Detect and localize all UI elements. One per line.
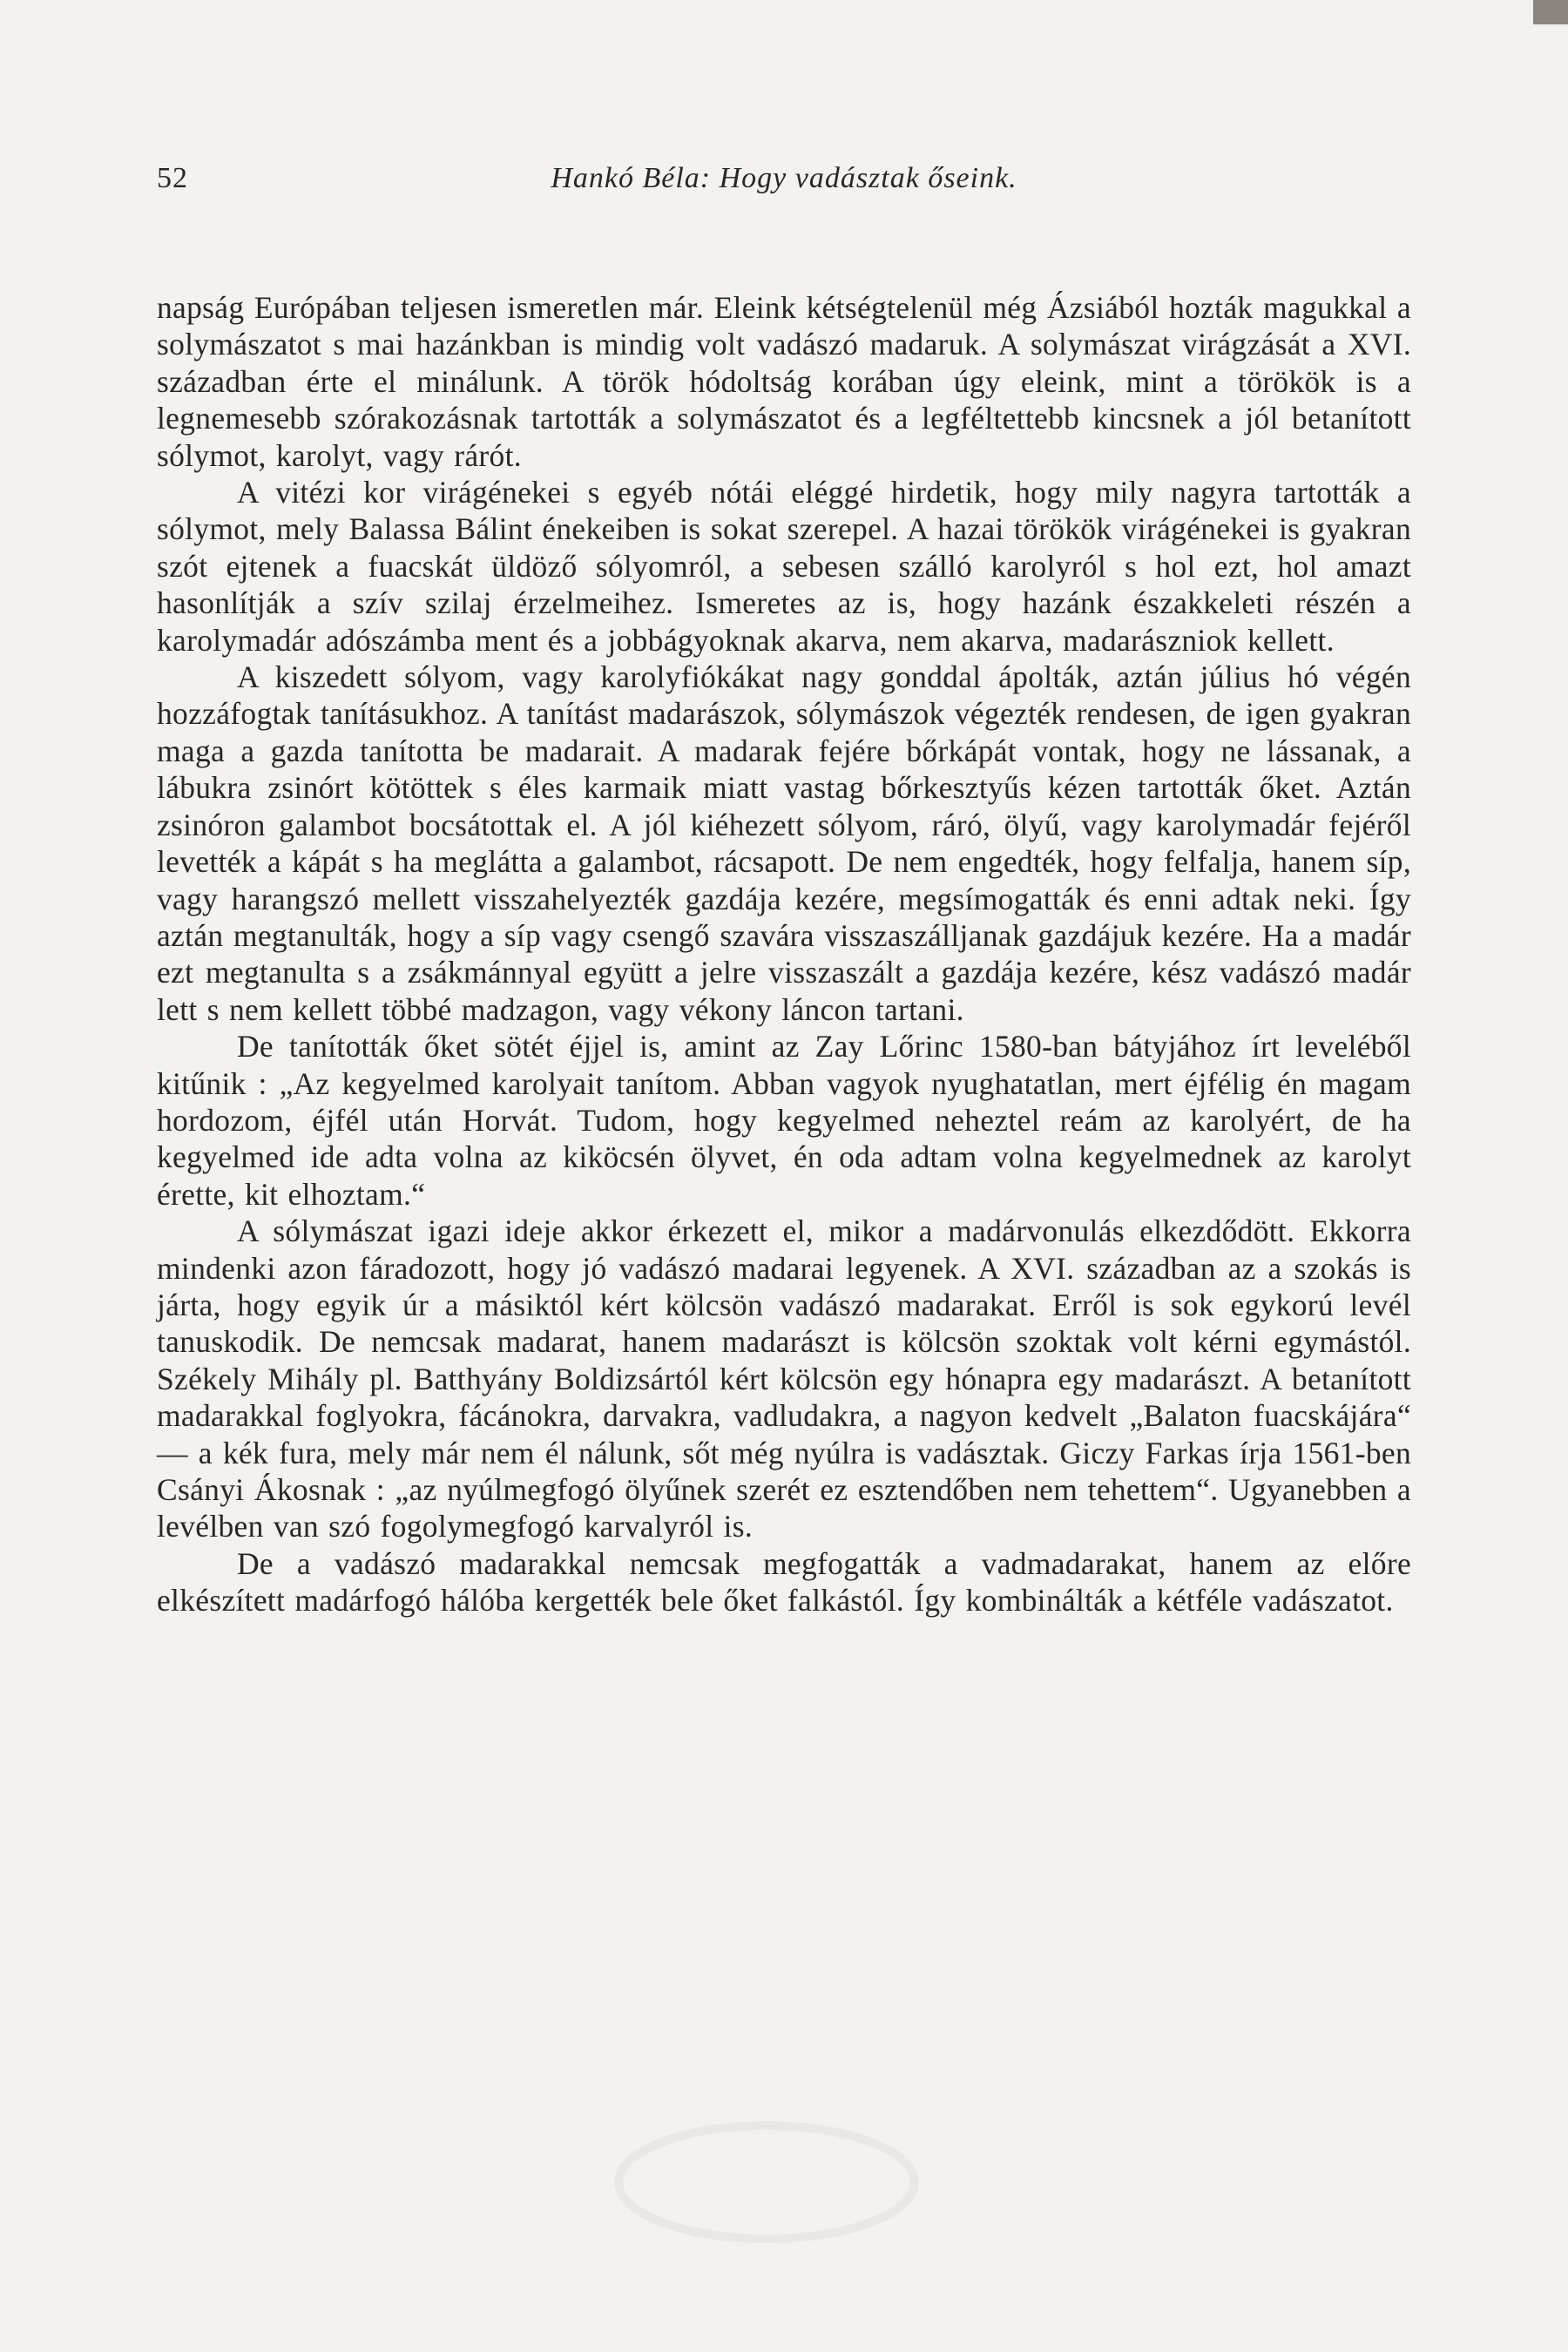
- paragraph-3: A kiszedett sólyom, vagy karolyfiókákat nagy gonddal ápolták, aztán július hó végén hozzáfogtak tanításukhoz. A tanítást madarászok, sólymászok végezték rendesen, de igen gyakran maga a gazda tanította be madarait. A madarak fejére bőrkápát vontak, hogy ne lássanak, a lábukra zsinórt kötöttek s éles karmaik miatt vastag bőrkesztyűs kézen tartották őket. Aztán zsinóron galambot bocsátottak el. A jól kiéhezett sólyom, ráró, ölyű, vagy karolymadár fejéről levették a kápát s ha meglátta a galambot, rácsapott. De nem engedték, hogy felfalja, hanem síp, vagy harangszó mellett visszahelyezték gazdája kezére, megsímogatták és enni adtak neki. Így aztán megtanulták, hogy a síp vagy csengő szavára visszaszálljanak gazdájuk kezére. Ha a madár ezt megtanulta s a zsákmánnyal együtt a jelre visszaszált a gazdája kezére, kész vadászó madár lett s nem kellett többé madzagon, vagy vékony láncon tartani.: [157, 659, 1411, 1027]
- page-header: [157, 162, 1411, 214]
- paragraph-1: napság Európában teljesen ismeretlen már. Eleink kétségtelenül még Ázsiából hozták magukkal a solymászatot s mai hazánkban is mindig volt vadászó madaruk. A solymászat virágzását a XVI. században érte el minálunk. A török hódoltság korában úgy eleink, mint a törökök is a legnemesebb szórakozásnak tartották a solymászatot és a legféltettebb kincsnek a jól betanított sólymot, karolyt, vagy rárót.: [157, 290, 1411, 473]
- page-number: 52: [157, 162, 188, 194]
- paragraph-6: De a vadászó madarakkal nemcsak megfogatták a vadmadarakat, hanem az előre elkészített madárfogó hálóba kergették bele őket falkástól. Így kombinálták a kétféle vadászatot.: [157, 1545, 1411, 1619]
- body-text: [157, 289, 1411, 1619]
- paragraph-2: A vitézi kor virágénekei s egyéb nótái eléggé hirdetik, hogy mily nagyra tartották a sólymot, mely Balassa Bálint énekeiben is sokat szerepel. A hazai törökök virágénekei is gyakran szót ejtenek a fuacskát üldöző sólyomról, a sebesen szálló karolyról s hol ezt, hol amazt hasonlítják a szív szilaj érzelmeihez. Ismeretes az is, hogy hazánk északkeleti részén a karolymadár adószámba ment és a jobbágyoknak akarva, nem akarva, madarászniok kellett.: [157, 475, 1411, 658]
- running-title: Hankó Béla: Hogy vadásztak őseink.: [551, 162, 1017, 194]
- faint-bleedthrough-stamp: [610, 2117, 923, 2247]
- paragraph-5: A sólymászat igazi ideje akkor érkezett el, mikor a madárvonulás elkezdődött. Ekkorra mindenki azon fáradozott, hogy jó vadászó madarai legyenek. A XVI. században az a szokás is járta, hogy egyik úr a másiktól kért kölcsön vadászó madarakat. Erről is sok egykorú levél tanuskodik. De nemcsak madarat, hanem madarászt is kölcsön szoktak volt kérni egymástól. Székely Mihály pl. Batthyány Boldizsártól kért kölcsön egy hónapra egy madarászt. A betanított madarakkal foglyokra, fácánokra, darvakra, vadludakra, a nagyon kedvelt „Balaton fuacskájára“ — a kék fura, mely már nem él nálunk, sőt még nyúlra is vadásztak. Giczy Farkas írja 1561-ben Csányi Ákosnak : „az nyúlmegfogó ölyűnek szerét ez esztendőben nem tehettem“. Ugyanebben a levélben van szó fogolymegfogó karvalyról is.: [157, 1213, 1411, 1544]
- paragraph-4: De tanították őket sötét éjjel is, amint az Zay Lőrinc 1580-ban bátyjához írt leveléből kitűnik : „Az kegyelmed karolyait tanítom. Abban vagyok nyughatatlan, mert éjfélig én magam hordozom, éjfél után Horvát. Tudom, hogy kegyelmed neheztel reám az karolyért, de ha kegyelmed ide adta volna az kiköcsén ölyvet, én oda adtam volna kegyelmednek az karolyt érette, kit elhoztam.“: [157, 1029, 1411, 1212]
- scan-corner-mark: [1533, 0, 1568, 24]
